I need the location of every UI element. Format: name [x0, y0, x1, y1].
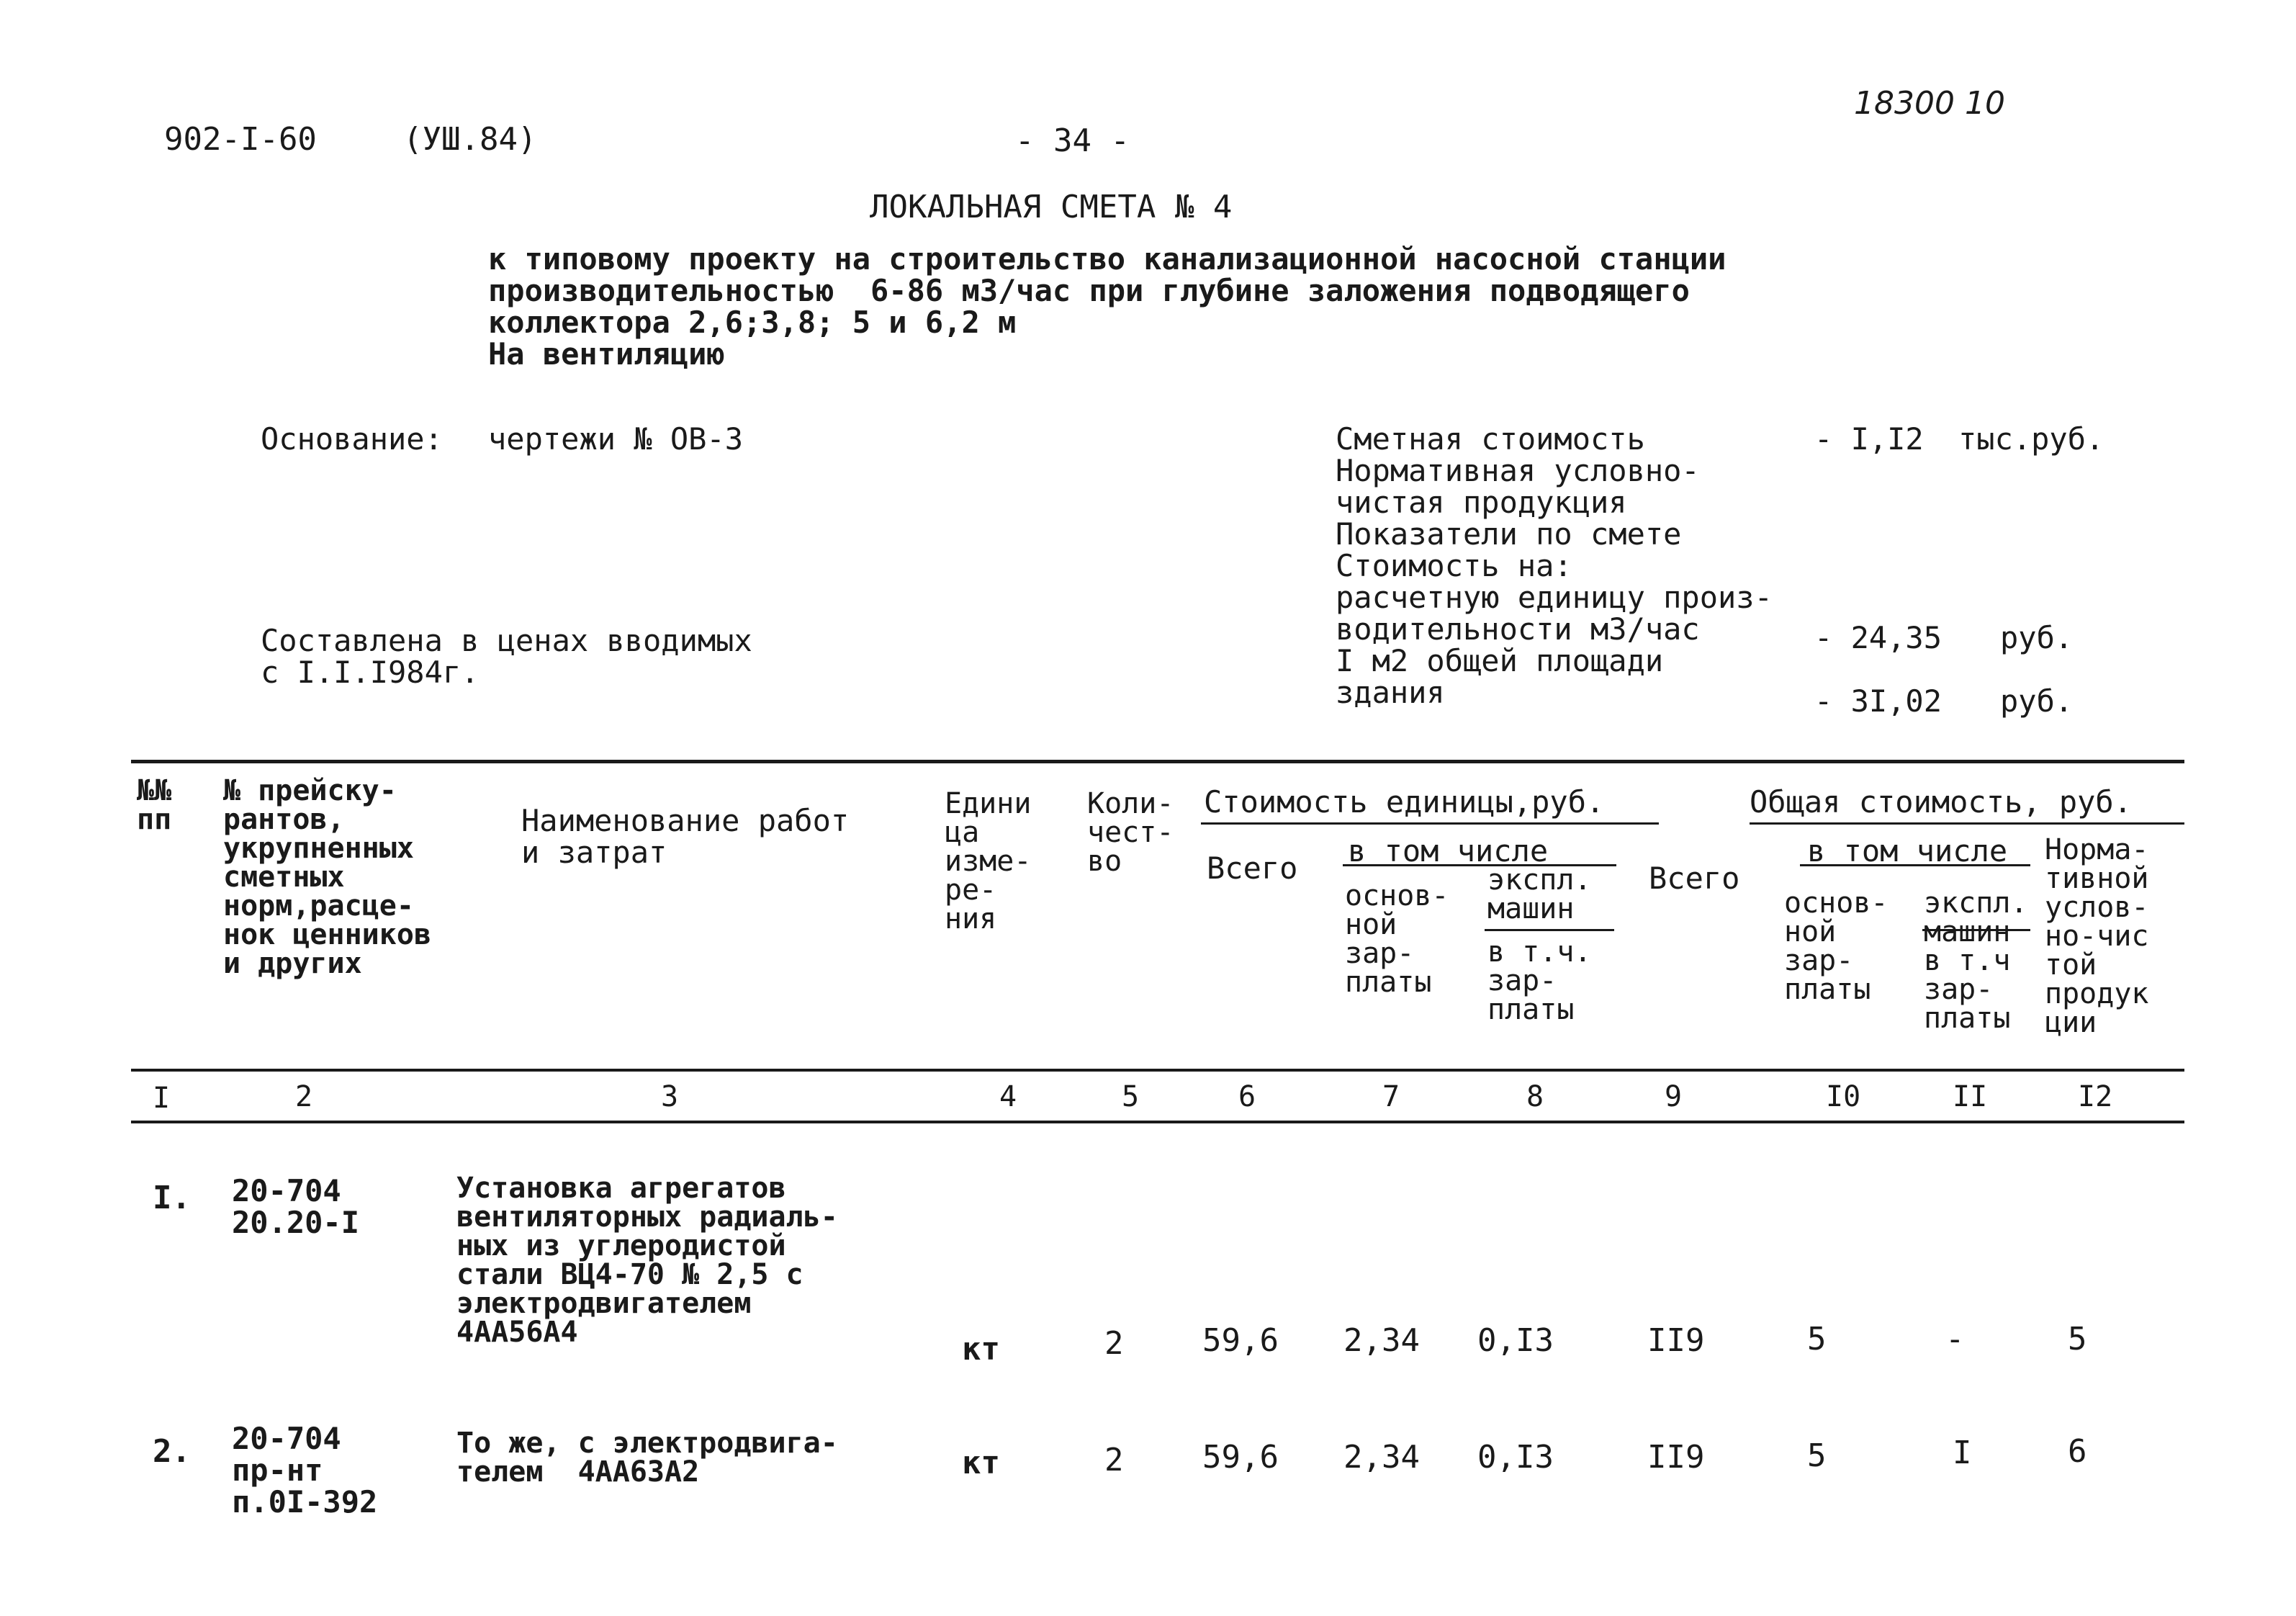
col-header-unit: Едини ца изме- ре- ния — [945, 787, 1032, 935]
table-top-rule — [131, 760, 2184, 763]
row-total-wage: 5 — [1807, 1437, 1827, 1474]
machine-header: экспл. машин — [1487, 863, 1592, 925]
summary-amount: - 3I,02 — [1814, 683, 1942, 719]
column-number: 5 — [1122, 1080, 1140, 1113]
base-wage-header: основ- ной зар- платы — [1345, 879, 1449, 999]
column-number: 6 — [1238, 1080, 1256, 1113]
col-header-name: Наименование работ и затрат — [521, 803, 850, 870]
document-title: ЛОКАЛЬНАЯ СМЕТА № 4 — [870, 189, 1233, 225]
row-unit-machine: 0,I3 — [1477, 1322, 1554, 1359]
doc-code: 902-I-60 — [164, 121, 317, 158]
summary-line: Показатели по смете — [1336, 516, 1682, 552]
summary-line: I м2 общей площади — [1336, 643, 1664, 678]
row-total: II9 — [1647, 1439, 1705, 1476]
summary-line: здания — [1336, 675, 1445, 710]
including-header-b: в том числе — [1807, 833, 2008, 868]
row-code: 20-704 — [232, 1173, 341, 1208]
unit-total-header: Всего — [1207, 850, 1298, 886]
row-normative: 5 — [2068, 1321, 2087, 1357]
row-unit: кт — [962, 1331, 1000, 1368]
column-number: 2 — [295, 1080, 313, 1113]
row-normative: 6 — [2068, 1433, 2087, 1470]
summary-unit: руб. — [2000, 620, 2074, 655]
page-number: - 34 - — [1015, 122, 1130, 159]
unit-cost-group-rule — [1201, 822, 1659, 825]
row-code: 20.20-I — [232, 1205, 360, 1240]
column-number: I0 — [1826, 1080, 1861, 1113]
row-unit-wage: 2,34 — [1343, 1439, 1420, 1476]
column-number: 7 — [1382, 1080, 1400, 1113]
row-unit-wage: 2,34 — [1343, 1322, 1420, 1359]
column-number: 8 — [1526, 1080, 1544, 1113]
summary-line: чистая продукция — [1336, 485, 1627, 520]
total-header: Всего — [1649, 861, 1740, 896]
column-number: I — [153, 1082, 171, 1115]
subtitle-line: к типовому проекту на строительство канализационной насосной станции — [488, 241, 1726, 277]
column-number: 3 — [661, 1080, 679, 1113]
col-header-codes: № прейску- рантов, укрупненных сметных норм,расце- нок ценников и других — [223, 774, 431, 980]
subtitle-line: коллектора 2,6;3,8; 5 и 6,2 м — [488, 305, 1017, 340]
machine-rule — [1485, 929, 1614, 931]
including-header: в том числе — [1348, 833, 1549, 868]
summary-line: расчетную единицу произ- — [1336, 580, 1773, 615]
summary-line: Сметная стоимость — [1336, 421, 1645, 457]
summary-amount: - I,I2 — [1814, 421, 1924, 457]
row-qty: 2 — [1104, 1325, 1124, 1362]
base-wage-header-b: основ- ной зар- платы — [1784, 886, 1888, 1006]
machine-header-b: экспл. машин — [1924, 886, 2028, 948]
row-number: I. — [153, 1180, 191, 1216]
basis-value: чертежи № ОВ-3 — [488, 421, 744, 457]
unit-cost-group-header: Стоимость единицы,руб. — [1204, 784, 1605, 820]
row-code: 20-704 — [232, 1421, 341, 1456]
subtitle-line: производительностью 6-86 м3/час при глубине заложения подводящего — [488, 273, 1690, 308]
row-total-machine: I — [1953, 1435, 1972, 1471]
summary-line: Нормативная условно- — [1336, 453, 1700, 488]
machine-wage-header: в т.ч. зар- платы — [1487, 935, 1592, 1026]
composed-line: с I.I.I984г. — [261, 655, 480, 690]
row-code: пр-нт — [232, 1453, 323, 1488]
subtitle-line: На вентиляцию — [488, 336, 725, 372]
column-number: 4 — [999, 1080, 1017, 1113]
machine-wage-header-b: в т.ч зар- платы — [1924, 944, 2011, 1035]
column-number: 9 — [1665, 1080, 1683, 1113]
row-number: 2. — [153, 1433, 191, 1470]
row-total: II9 — [1647, 1322, 1705, 1359]
row-total-wage: 5 — [1807, 1321, 1827, 1357]
composed-line: Составлена в ценах вводимых — [261, 623, 752, 658]
row-unit-machine: 0,I3 — [1477, 1439, 1554, 1476]
row-unit-total: 59,6 — [1202, 1439, 1279, 1476]
column-number: I2 — [2078, 1080, 2113, 1113]
normative-header: Норма- тивной услов- но-чис той продук ции — [2045, 833, 2149, 1039]
basis-label: Основание: — [261, 421, 443, 457]
summary-line: водительности м3/час — [1336, 611, 1700, 647]
summary-unit: тыс.руб. — [1958, 421, 2104, 457]
table-header-rule — [131, 1069, 2184, 1072]
col-header-qty: Коли- чест- во — [1087, 787, 1174, 878]
total-cost-group-header: Общая стоимость, руб. — [1750, 784, 2133, 820]
row-total-machine: - — [1945, 1321, 1965, 1357]
stamp-number: 18300 10 — [1854, 85, 2005, 122]
row-name: Установка агрегатов вентиляторных радиаль- ных из углеродистой стали ВЦ4-70 № 2,5 с электродвигателем 4АА56А4 — [456, 1172, 838, 1349]
column-number: II — [1953, 1080, 1988, 1113]
table-numbers-rule — [131, 1121, 2184, 1123]
row-qty: 2 — [1104, 1442, 1124, 1478]
summary-unit: руб. — [2000, 683, 2074, 719]
col-header-num: №№ пп — [137, 774, 172, 836]
summary-line: Стоимость на: — [1336, 548, 1572, 583]
row-code: п.0I-392 — [232, 1484, 378, 1520]
row-unit: кт — [962, 1445, 1000, 1481]
summary-amount: - 24,35 — [1814, 620, 1942, 655]
doc-series: (УШ.84) — [403, 121, 537, 158]
row-name: То же, с электродвига- телем 4АА63А2 — [456, 1427, 838, 1489]
total-cost-group-rule — [1750, 822, 2184, 825]
row-unit-total: 59,6 — [1202, 1322, 1279, 1359]
